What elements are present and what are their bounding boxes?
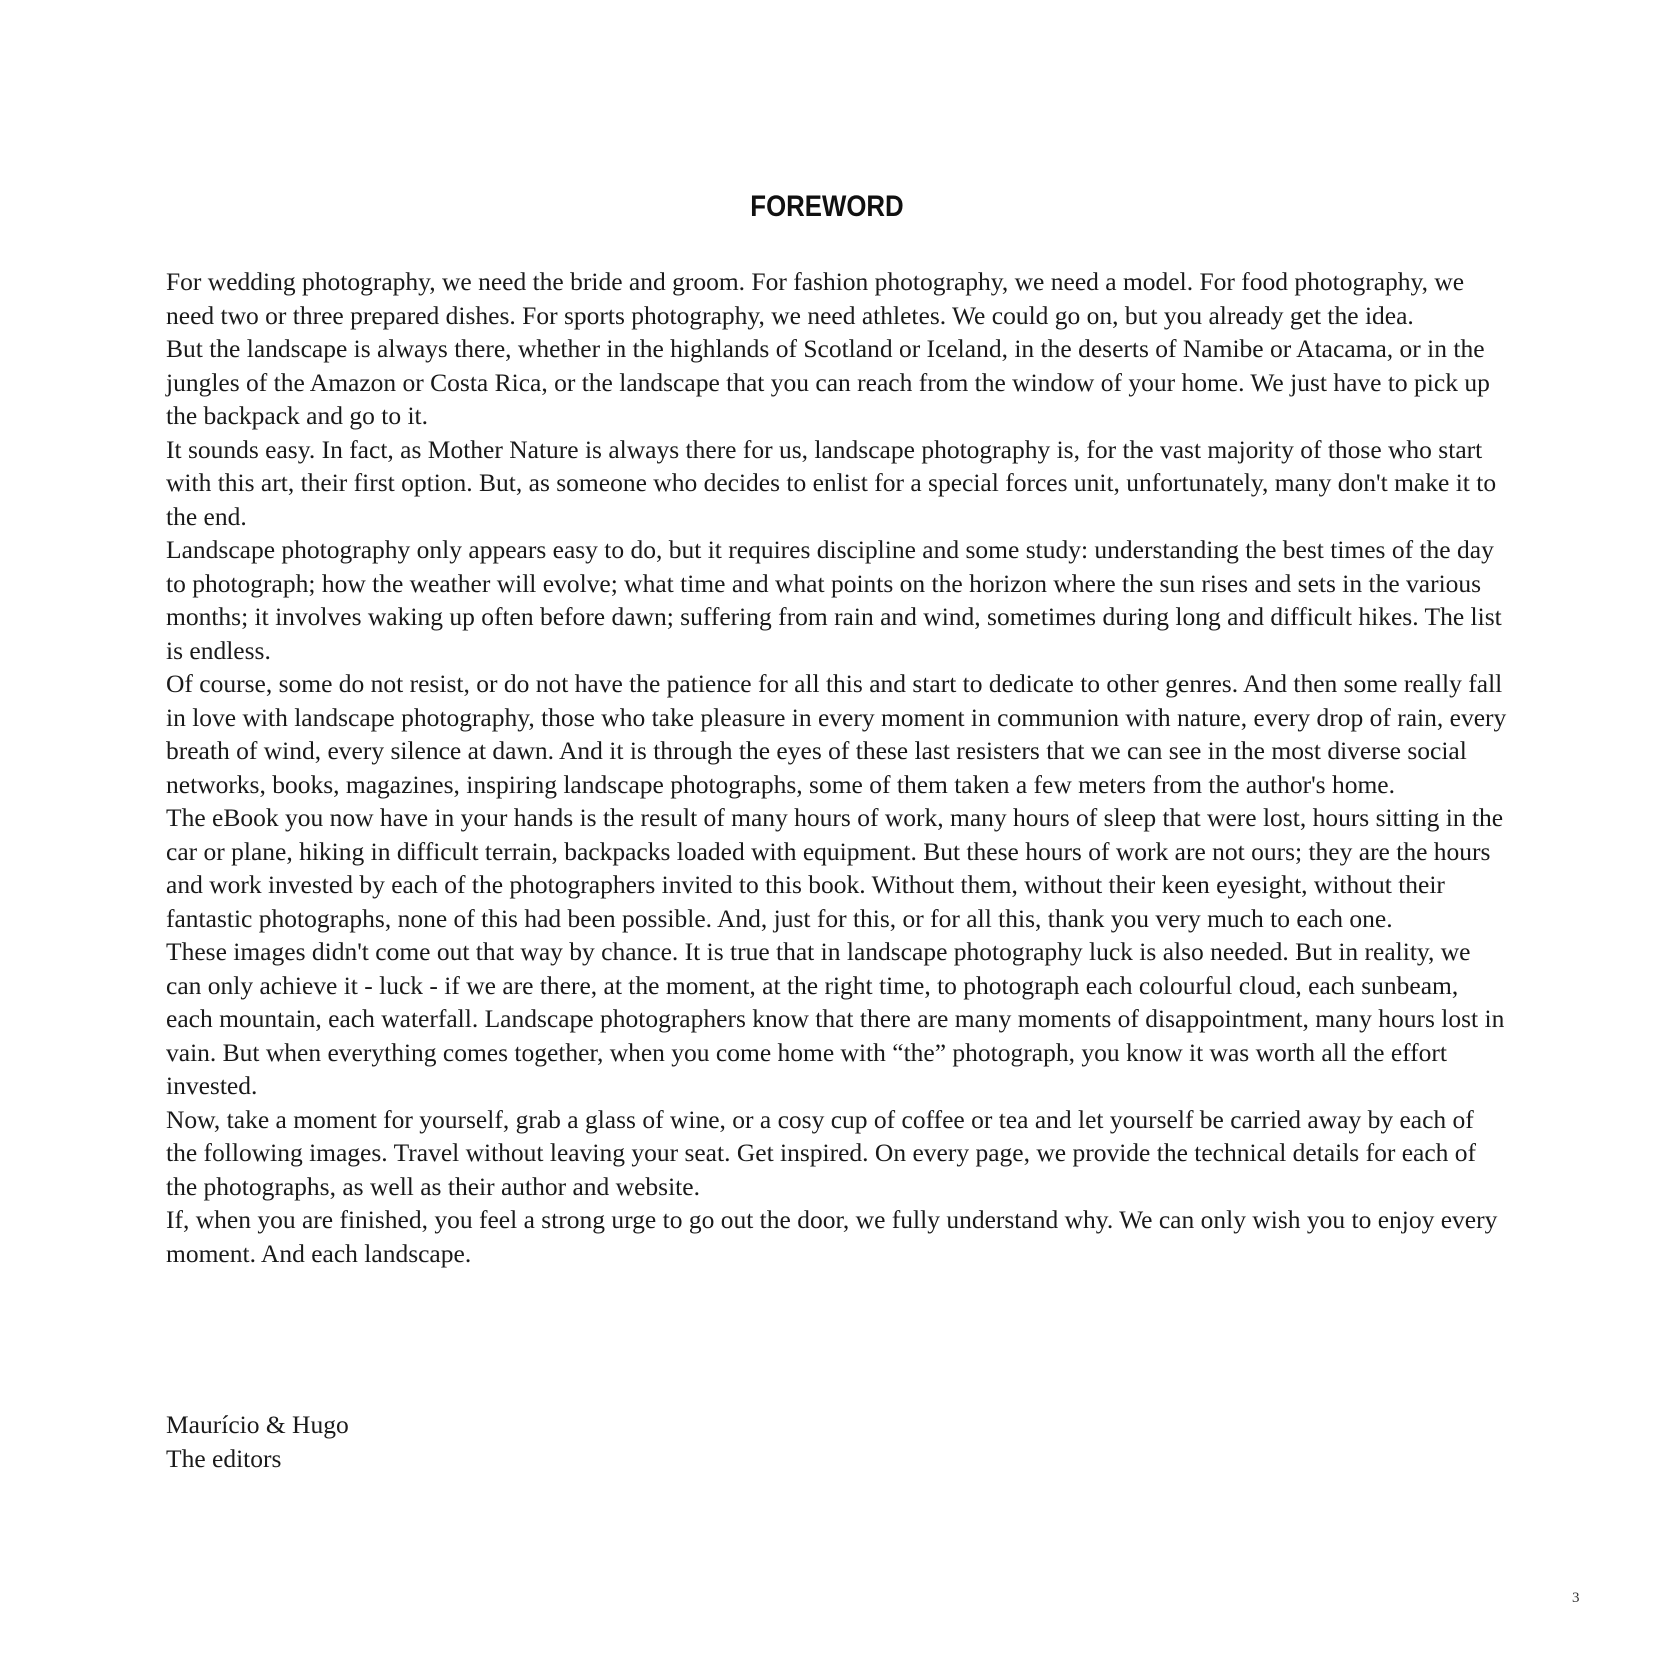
page-number: 3 — [1572, 1590, 1580, 1606]
paragraph: But the landscape is always there, whether in the highlands of Scotland or Iceland, in the deserts of Namibe or Atacama, or in the jungles of the Amazon or Costa Rica, or the landscape that you can reach from the window of your home. We just have to pick up the backpack and go to it. — [166, 334, 1490, 430]
paragraph: For wedding photography, we need the bride and groom. For fashion photography, we need a model. For food photography, we need two or three prepared dishes. For sports photography, we need athletes. We could go on, but you already get the idea. — [166, 267, 1465, 330]
paragraph: If, when you are finished, you feel a strong urge to go out the door, we fully understand why. We can only wish you to enjoy every moment. And each landscape. — [166, 1205, 1498, 1268]
foreword-body — [166, 265, 1511, 1270]
paragraph: Now, take a moment for yourself, grab a glass of wine, or a cosy cup of coffee or tea and let yourself be carried away by each of the following images. Travel without leaving your seat. Get inspired. On every page, we provide the technical details for each of the photographs, as well as their author and website. — [166, 1104, 1477, 1201]
signature-role: The editors — [166, 1443, 282, 1473]
signature-names: Maurício & Hugo — [166, 1410, 349, 1439]
paragraph: These images didn't come out that way by chance. It is true that in landscape photography luck is also needed. But in reality, we can only achieve it - luck - if we are there, at the moment, at the right time, to photograph each colourful cloud, each sunbeam, each mountain, each waterfall. Landscape photographers know that there are many moments of disappointment, many hours lost in vain. But when everything comes together, when you come home with “the” photograph, you know it was worth all the effort invested. — [166, 937, 1505, 1100]
page-title: FOREWORD — [750, 190, 904, 223]
paragraph: Of course, some do not resist, or do not have the patience for all this and start to dedicate to other genres. And then some really fall in love with landscape photography, those who take pleasure in every moment in communion with nature, every drop of rain, every breath of wind, every silence at dawn. And it is through the eyes of these last resisters that we can see in the most diverse social networks, books, magazines, inspiring landscape photographs, some of them taken a few meters from the author's home. — [166, 669, 1507, 799]
paragraph: The eBook you now have in your hands is the result of many hours of work, many hours of sleep that were lost, hours sitting in the car or plane, hiking in difficult terrain, backpacks loaded with equipment. But these hours of work are not ours; they are the hours and work invested by each of the photographers invited to this book. Without them, without their keen eyesight, without their fantastic photographs, none of this had been possible. And, just for this, or for all this, thank you very much to each one. — [166, 803, 1504, 933]
signature-block — [166, 1408, 349, 1475]
paragraph: Landscape photography only appears easy to do, but it requires discipline and some study: understanding the best times of the day to photograph; how the weather will evolve; what time and what points on the horizon where the sun rises and sets in the various months; it involves waking up often before dawn; suffering from rain and wind, sometimes during long and difficult hikes. The list is endless. — [166, 535, 1502, 665]
paragraph: It sounds easy. In fact, as Mother Nature is always there for us, landscape photography is, for the vast majority of those who start with this art, their first option. But, as someone who decides to enlist for a special forces unit, unfortunately, many don't make it to the end. — [166, 434, 1497, 531]
